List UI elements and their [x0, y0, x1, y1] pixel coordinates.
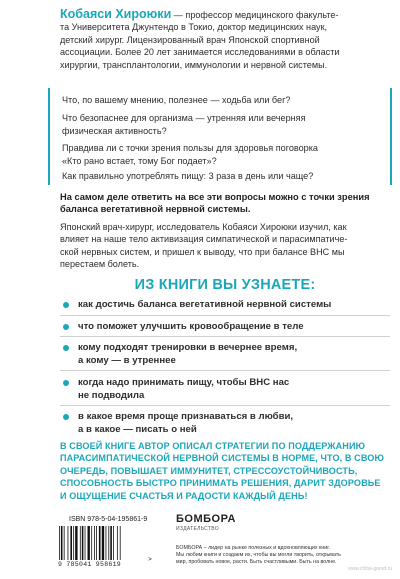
barcode-digits: 9 785041 958619 — [58, 561, 122, 568]
learn-item-line: что поможет улучшить кровообращение в теле — [78, 321, 304, 332]
final-line: СПОСОБНОСТЬ БЫСТРО ПРИНИМАТЬ РЕШЕНИЯ, ДАРИТ ЗДОРОВЬЕ — [60, 478, 381, 489]
bio-line: — профессор медицинского факульте- — [171, 10, 339, 20]
answer-line: Японский врач-хирург, исследователь Кобаяси Хироюки изучил, как — [60, 222, 347, 232]
question-line: физическая активность? — [62, 125, 167, 136]
divider — [60, 405, 390, 406]
publisher-description — [176, 545, 394, 567]
learn-item-line: а в какое — писать о ней — [78, 424, 197, 435]
learn-item-line: а кому — в утреннее — [78, 355, 176, 366]
publisher-line: Мы любим книги и создаем их, чтобы вы могли творить, открывать — [176, 552, 342, 559]
answer-text — [60, 221, 390, 271]
final-line: ПАРАСИМПАТИЧЕСКОЙ НЕРВНОЙ СИСТЕМЫ В НОРМЕ, ЧТО, В СВОЮ — [60, 453, 384, 464]
learn-item-line: как достичь баланса вегетативной нервной системы — [78, 299, 332, 310]
answer-line: перестаем болеть. — [60, 259, 140, 270]
learn-item-line: когда надо принимать пищу, чтобы ВНС нас — [78, 377, 290, 388]
final-line: ОЧЕРЕДЬ, ПОВЫШАЕТ ИММУНИТЕТ, СТРЕССОУСТОЙЧИВОСТЬ, — [60, 465, 358, 476]
publisher-logo — [176, 513, 236, 532]
learn-item-line: не подводила — [78, 390, 145, 401]
bullet-icon — [63, 345, 69, 351]
bullet-icon — [63, 380, 69, 386]
answer-lead-line: баланса вегетативной нервной системы. — [60, 204, 251, 215]
bio-line: ассоциации. Более 20 лет занимается исследованиями в области — [60, 47, 340, 58]
answer-line: ской нервных систем, и пришел к выводу, что при балансе ВНС мы — [60, 246, 345, 257]
final-line: И ОЩУЩЕНИЕ СЧАСТЬЯ И РАДОСТИ КАЖДЫЙ ДЕНЬ! — [60, 490, 308, 501]
author-bio — [60, 8, 390, 71]
bullet-icon — [63, 414, 69, 420]
question-line: «Кто рано встает, тому Бог подает»? — [62, 155, 217, 166]
question — [62, 94, 382, 107]
bullet-icon — [63, 324, 69, 330]
isbn: ISBN 978-5-04-195861-9 — [69, 516, 148, 523]
publisher-line: БОМБОРА – лидер на рынке полезных и вдохновляющих книг. — [176, 545, 331, 551]
bio-line: хирургии, трансплантологии, иммунологии и нервной системы. — [60, 59, 328, 70]
question-line: Что, по вашему мнению, полезнее — ходьба или бег? — [62, 95, 291, 105]
question-line: Правдива ли с точки зрения пользы для здоровья поговорка — [62, 143, 318, 153]
watermark: www.chitai-gorod.ru — [348, 566, 392, 572]
answer-line: влияет на наше тело активизация симпатической и парасимпатиче- — [60, 234, 348, 245]
answer-lead — [60, 191, 390, 216]
question-line: Как правильно употреблять пищу: 3 раза в день или чаще? — [62, 171, 314, 181]
author-name: Кобаяси Хироюки — [60, 7, 172, 21]
question — [62, 170, 382, 183]
question — [62, 142, 382, 167]
barcode-arrow: > — [148, 556, 152, 563]
publisher-subtitle: ИЗДАТЕЛЬСТВО — [176, 526, 219, 532]
bio-line: детский хирург. Лицензированный врач Японской спортивной — [60, 34, 320, 45]
answer-lead-line: На самом деле ответить на все эти вопросы можно с точки зрения — [60, 192, 370, 202]
divider — [60, 370, 390, 371]
divider — [60, 336, 390, 337]
bullet-icon — [63, 302, 69, 308]
learn-item-line: кому подходят тренировки в вечернее время, — [78, 342, 298, 353]
publisher-name: БОМБОРА — [176, 513, 236, 525]
questions-box — [48, 88, 392, 185]
divider — [60, 315, 390, 316]
barcode — [58, 526, 148, 560]
final-line: В СВОЕЙ КНИГЕ АВТОР ОПИСАЛ СТРАТЕГИИ ПО ПОДДЕРЖАНИЮ — [60, 441, 366, 451]
question-line: Что безопаснее для организма — утренняя или вечерняя — [62, 113, 306, 123]
question — [62, 112, 382, 137]
publisher-line: мир, пробовать новое, расти. Быть счастливыми. Быть на волне. — [176, 559, 337, 566]
learn-item-line: в какое время проще признаваться в любви, — [78, 411, 294, 422]
final-statement — [60, 440, 392, 502]
learn-heading: ИЗ КНИГИ ВЫ УЗНАЕТЕ: — [134, 277, 316, 293]
bio-line: та Университета Джунтендо в Токио, доктор медицинских наук, — [60, 22, 328, 33]
